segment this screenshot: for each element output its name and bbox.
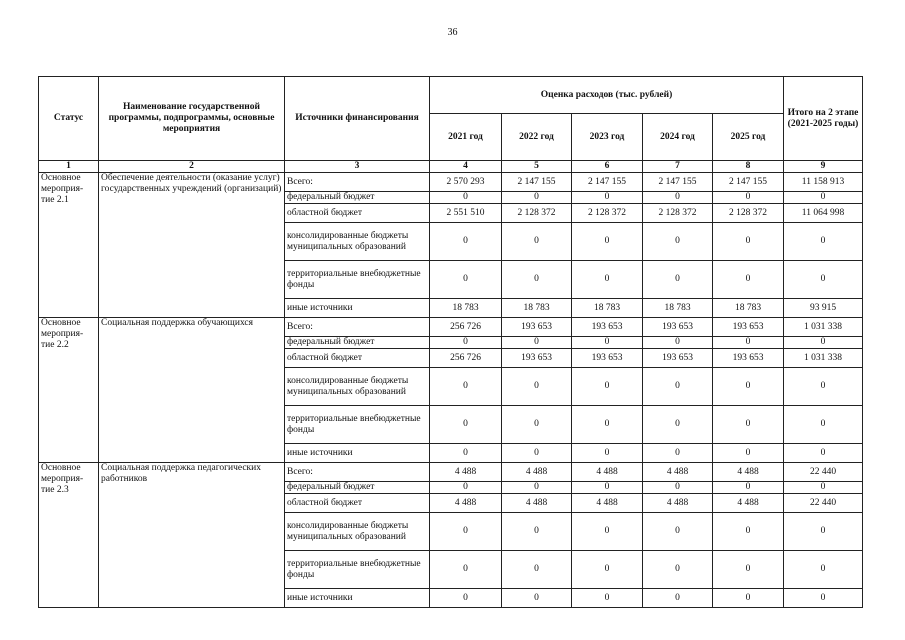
year-value-cell: 0 [713, 368, 784, 406]
total-value-cell: 0 [784, 513, 863, 551]
header-status: Статус [39, 77, 99, 161]
header-year: 2025 год [713, 114, 784, 161]
total-value-cell: 0 [784, 192, 863, 204]
year-value-cell: 193 653 [502, 318, 572, 337]
total-value-cell: 0 [784, 223, 863, 261]
year-value-cell: 0 [572, 192, 643, 204]
status-cell: Основное мероприя-тие 2.2 [39, 318, 99, 463]
table-body [39, 161, 863, 608]
funding-source-cell: областной бюджет [285, 494, 430, 513]
total-value-cell: 0 [784, 551, 863, 589]
year-value-cell: 18 783 [643, 299, 713, 318]
header-year: 2023 год [572, 114, 643, 161]
year-value-cell: 0 [713, 406, 784, 444]
year-value-cell: 0 [430, 261, 502, 299]
column-number: 5 [502, 161, 572, 173]
year-value-cell: 0 [643, 482, 713, 494]
status-cell: Основное мероприя-тие 2.3 [39, 463, 99, 608]
funding-source-cell: консолидированные бюджеты муниципальных образований [285, 223, 430, 261]
funding-source-cell: Всего: [285, 318, 430, 337]
total-value-cell: 0 [784, 482, 863, 494]
funding-source-cell: территориальные внебюджетные фонды [285, 551, 430, 589]
year-value-cell: 0 [572, 406, 643, 444]
year-value-cell: 0 [430, 337, 502, 349]
total-value-cell: 1 031 338 [784, 318, 863, 337]
year-value-cell: 0 [572, 223, 643, 261]
year-value-cell: 0 [713, 223, 784, 261]
column-number: 3 [285, 161, 430, 173]
total-value-cell: 22 440 [784, 494, 863, 513]
total-value-cell: 0 [784, 589, 863, 608]
year-value-cell: 0 [502, 589, 572, 608]
activity-name-cell: Социальная поддержка педагогических работников [99, 463, 285, 608]
header-year: 2024 год [643, 114, 713, 161]
funding-source-cell: областной бюджет [285, 349, 430, 368]
total-value-cell: 0 [784, 444, 863, 463]
year-value-cell: 256 726 [430, 349, 502, 368]
year-value-cell: 4 488 [643, 494, 713, 513]
year-value-cell: 193 653 [572, 349, 643, 368]
year-value-cell: 4 488 [572, 463, 643, 482]
table-row [39, 318, 863, 337]
header-year: 2021 год [430, 114, 502, 161]
funding-source-cell: консолидированные бюджеты муниципальных образований [285, 513, 430, 551]
year-value-cell: 0 [713, 589, 784, 608]
year-value-cell: 2 128 372 [572, 204, 643, 223]
year-value-cell: 2 147 155 [502, 173, 572, 192]
year-value-cell: 0 [430, 406, 502, 444]
year-value-cell: 0 [430, 444, 502, 463]
year-value-cell: 0 [502, 192, 572, 204]
year-value-cell: 0 [572, 513, 643, 551]
total-value-cell: 22 440 [784, 463, 863, 482]
table-row [39, 463, 863, 482]
year-value-cell: 0 [502, 482, 572, 494]
year-value-cell: 0 [430, 589, 502, 608]
year-value-cell: 2 551 510 [430, 204, 502, 223]
total-value-cell: 0 [784, 261, 863, 299]
year-value-cell: 4 488 [502, 463, 572, 482]
year-value-cell: 0 [572, 368, 643, 406]
year-value-cell: 0 [502, 261, 572, 299]
column-number: 8 [713, 161, 784, 173]
year-value-cell: 0 [643, 513, 713, 551]
year-value-cell: 2 128 372 [713, 204, 784, 223]
funding-source-cell: территориальные внебюджетные фонды [285, 406, 430, 444]
funding-source-cell: федеральный бюджет [285, 192, 430, 204]
year-value-cell: 0 [572, 337, 643, 349]
total-value-cell: 93 915 [784, 299, 863, 318]
year-value-cell: 18 783 [430, 299, 502, 318]
year-value-cell: 18 783 [713, 299, 784, 318]
total-value-cell: 0 [784, 337, 863, 349]
header-estimate: Оценка расходов (тыс. рублей) [430, 77, 784, 114]
funding-source-cell: Всего: [285, 173, 430, 192]
year-value-cell: 2 570 293 [430, 173, 502, 192]
funding-source-cell: федеральный бюджет [285, 337, 430, 349]
year-value-cell: 4 488 [502, 494, 572, 513]
year-value-cell: 0 [713, 337, 784, 349]
year-value-cell: 0 [713, 261, 784, 299]
activity-name-cell: Обеспечение деятельности (оказание услуг) государственных учреждений (организаций) [99, 173, 285, 318]
year-value-cell: 0 [430, 192, 502, 204]
year-value-cell: 0 [430, 223, 502, 261]
total-value-cell: 0 [784, 406, 863, 444]
year-value-cell: 2 128 372 [643, 204, 713, 223]
year-value-cell: 0 [643, 406, 713, 444]
year-value-cell: 4 488 [643, 463, 713, 482]
column-number: 4 [430, 161, 502, 173]
year-value-cell: 0 [572, 551, 643, 589]
year-value-cell: 193 653 [643, 349, 713, 368]
total-value-cell: 11 158 913 [784, 173, 863, 192]
activity-name-cell: Социальная поддержка обучающихся [99, 318, 285, 463]
year-value-cell: 4 488 [713, 494, 784, 513]
year-value-cell: 193 653 [502, 349, 572, 368]
year-value-cell: 18 783 [572, 299, 643, 318]
page-number: 36 [447, 27, 458, 38]
year-value-cell: 0 [643, 337, 713, 349]
year-value-cell: 0 [713, 551, 784, 589]
year-value-cell: 2 128 372 [502, 204, 572, 223]
year-value-cell: 0 [572, 444, 643, 463]
column-number: 2 [99, 161, 285, 173]
year-value-cell: 0 [713, 444, 784, 463]
year-value-cell: 0 [430, 551, 502, 589]
year-value-cell: 4 488 [713, 463, 784, 482]
year-value-cell: 0 [430, 368, 502, 406]
year-value-cell: 193 653 [643, 318, 713, 337]
year-value-cell: 0 [502, 368, 572, 406]
year-value-cell: 0 [502, 223, 572, 261]
year-value-cell: 2 147 155 [713, 173, 784, 192]
funding-source-cell: областной бюджет [285, 204, 430, 223]
year-value-cell: 0 [643, 192, 713, 204]
total-value-cell: 1 031 338 [784, 349, 863, 368]
column-number: 9 [784, 161, 863, 173]
year-value-cell: 0 [502, 551, 572, 589]
year-value-cell: 0 [430, 513, 502, 551]
year-value-cell: 0 [713, 482, 784, 494]
year-value-cell: 4 488 [430, 463, 502, 482]
header-sources: Источники финансирования [285, 77, 430, 161]
year-value-cell: 0 [502, 337, 572, 349]
funding-source-cell: иные источники [285, 444, 430, 463]
header-total: Итого на 2 этапе (2021-2025 годы) [784, 77, 863, 161]
year-value-cell: 0 [643, 368, 713, 406]
total-value-cell: 11 064 998 [784, 204, 863, 223]
year-value-cell: 0 [643, 261, 713, 299]
year-value-cell: 0 [502, 406, 572, 444]
year-value-cell: 0 [502, 513, 572, 551]
column-number: 1 [39, 161, 99, 173]
header-name: Наименование государственной программы, подпрограммы, основные мероприятия [99, 77, 285, 161]
year-value-cell: 0 [643, 551, 713, 589]
year-value-cell: 193 653 [713, 318, 784, 337]
year-value-cell: 0 [502, 444, 572, 463]
year-value-cell: 0 [643, 589, 713, 608]
funding-source-cell: Всего: [285, 463, 430, 482]
year-value-cell: 2 147 155 [643, 173, 713, 192]
year-value-cell: 18 783 [502, 299, 572, 318]
funding-source-cell: иные источники [285, 589, 430, 608]
year-value-cell: 0 [430, 482, 502, 494]
status-cell: Основное мероприя-тие 2.1 [39, 173, 99, 318]
table-row [39, 173, 863, 192]
year-value-cell: 4 488 [430, 494, 502, 513]
year-value-cell: 193 653 [572, 318, 643, 337]
year-value-cell: 0 [713, 192, 784, 204]
funding-source-cell: консолидированные бюджеты муниципальных образований [285, 368, 430, 406]
column-number: 6 [572, 161, 643, 173]
year-value-cell: 0 [713, 513, 784, 551]
year-value-cell: 0 [572, 482, 643, 494]
year-value-cell: 193 653 [713, 349, 784, 368]
total-value-cell: 0 [784, 368, 863, 406]
column-number: 7 [643, 161, 713, 173]
year-value-cell: 0 [572, 589, 643, 608]
funding-source-cell: территориальные внебюджетные фонды [285, 261, 430, 299]
year-value-cell: 4 488 [572, 494, 643, 513]
year-value-cell: 0 [643, 223, 713, 261]
year-value-cell: 0 [572, 261, 643, 299]
year-value-cell: 2 147 155 [572, 173, 643, 192]
header-year: 2022 год [502, 114, 572, 161]
year-value-cell: 0 [643, 444, 713, 463]
funding-source-cell: федеральный бюджет [285, 482, 430, 494]
budget-table [38, 76, 863, 608]
column-numbers-row [39, 161, 863, 173]
year-value-cell: 256 726 [430, 318, 502, 337]
funding-source-cell: иные источники [285, 299, 430, 318]
